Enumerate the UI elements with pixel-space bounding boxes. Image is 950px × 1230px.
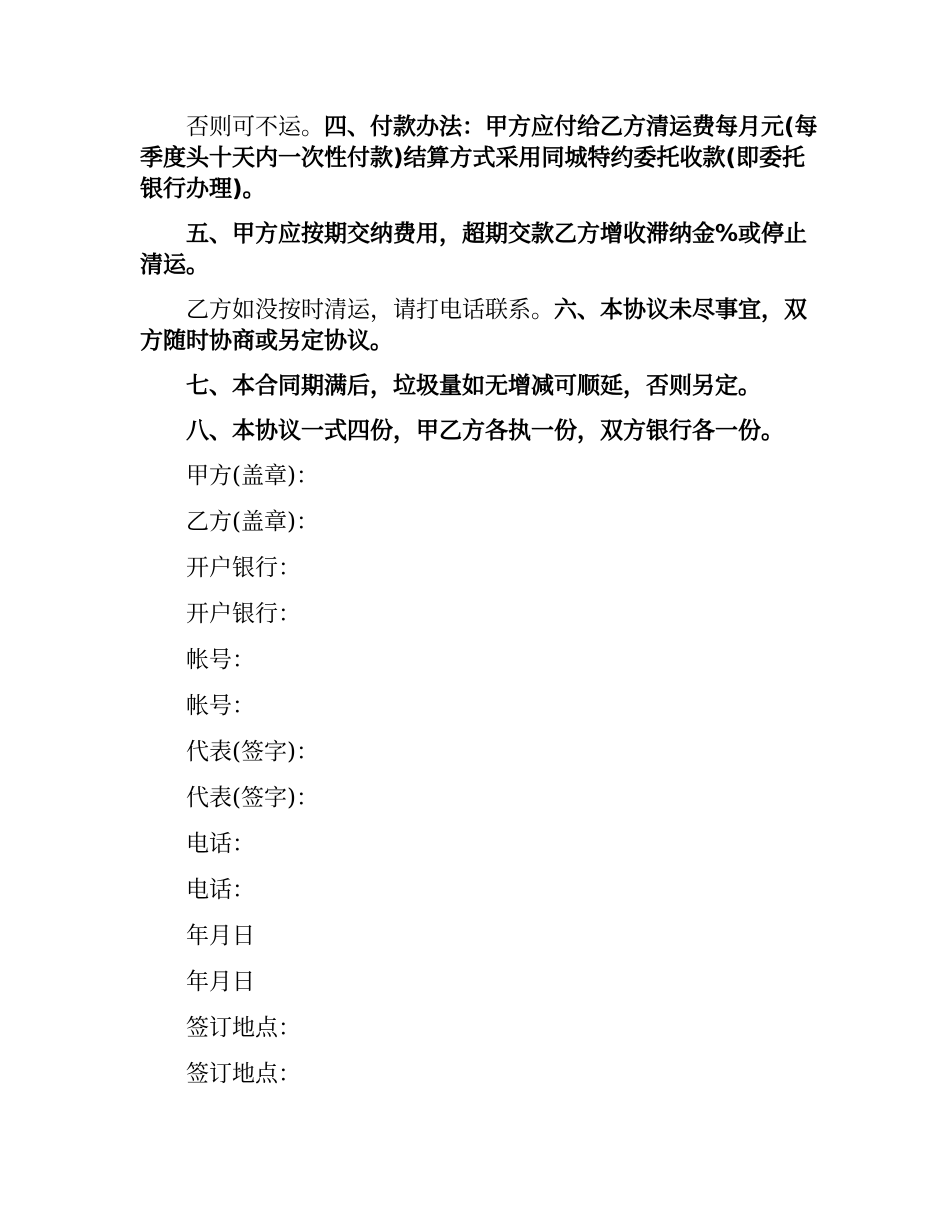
field-phone-b: 电话： [186, 877, 255, 903]
clause-seven: 七、本合同期满后，垃圾量如无增减可顺延，否则另定。 [186, 373, 761, 399]
paragraph-text: 乙方如没按时清运，请打电话联系。 [186, 297, 554, 323]
paragraph-payment-method [140, 112, 820, 205]
field-date-b: 年月日 [186, 969, 255, 995]
field-phone-a: 电话： [186, 831, 255, 857]
field-party-a-seal: 甲方(盖章)： [186, 463, 319, 489]
field-representative-a: 代表(签字)： [186, 739, 319, 765]
paragraph-text: 否则可不运。 [186, 114, 324, 140]
field-party-b-seal: 乙方(盖章)： [186, 509, 319, 535]
clause-four: 四、付款办法：甲方应付给乙方清运费每月元(每季度头十天内一次性付款)结算方式采用同城特约委托收款(即委托银行办理)。 [140, 114, 818, 202]
field-location-b: 签订地点： [186, 1061, 301, 1087]
paragraph-contact [140, 295, 820, 357]
field-date-a: 年月日 [186, 923, 255, 949]
document-body [140, 112, 820, 1105]
field-account-b: 帐号： [186, 693, 255, 719]
field-representative-b: 代表(签字)： [186, 785, 319, 811]
clause-eight: 八、本协议一式四份，甲乙方各执一份，双方银行各一份。 [186, 418, 784, 444]
clause-six: 六、本协议未尽事宜，双方随时协商或另定协议。 [140, 297, 807, 354]
clause-five: 五、甲方应按期交纳费用，超期交款乙方增收滞纳金%或停止清运。 [140, 221, 808, 278]
field-account-a: 帐号： [186, 647, 255, 673]
field-bank-a: 开户银行： [186, 555, 301, 581]
field-bank-b: 开户银行： [186, 601, 301, 627]
field-location-a: 签订地点： [186, 1015, 301, 1041]
